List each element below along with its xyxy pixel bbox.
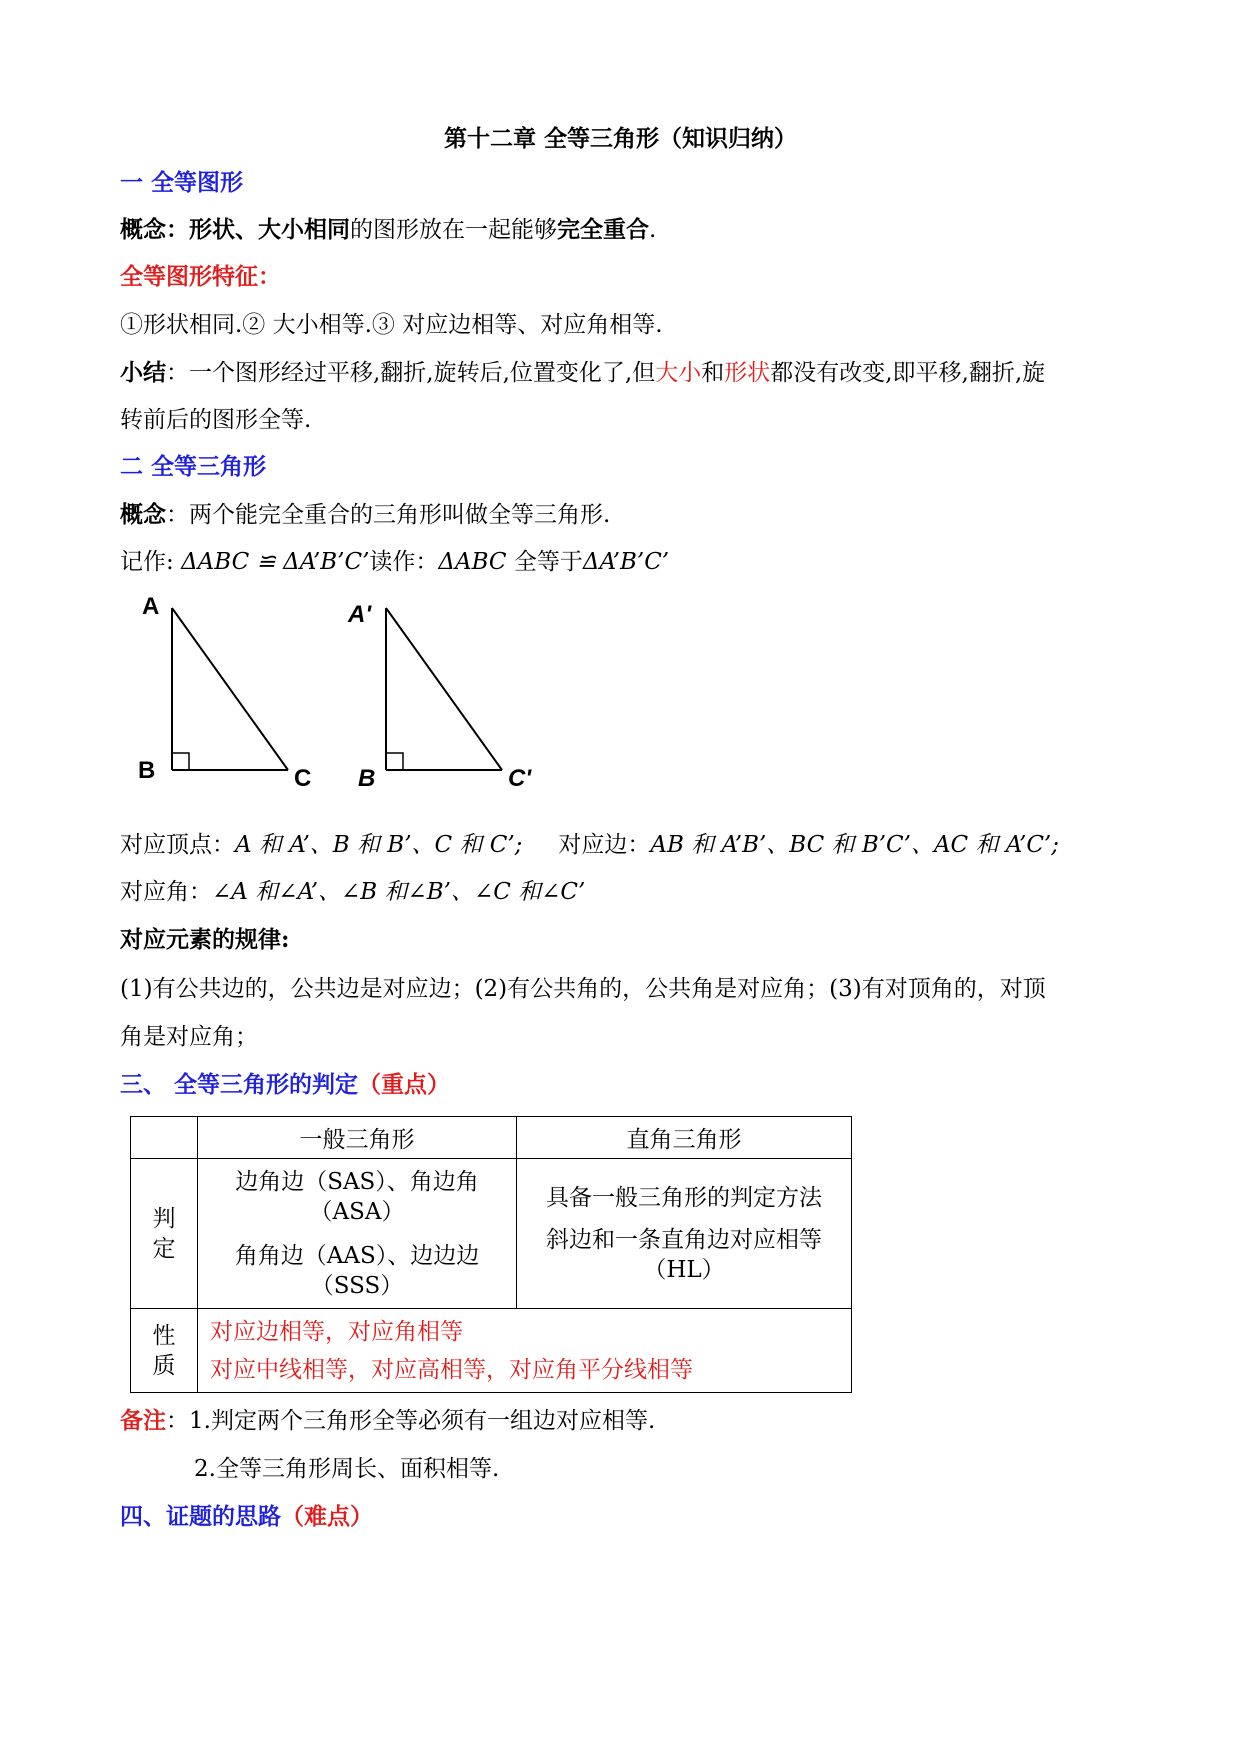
- section-4-heading: [120, 1502, 373, 1532]
- s1-concept-label: 概念：: [120, 216, 189, 243]
- s2-correspondence-line2: [120, 877, 585, 907]
- note-label: 备注: [120, 1407, 166, 1434]
- label-b: B: [138, 757, 156, 784]
- criteria-hl-abbr: （HL）: [643, 1256, 725, 1283]
- criteria-asa: （ASA）: [309, 1198, 405, 1225]
- criteria-sss: （SSS）: [310, 1272, 404, 1299]
- property-1: 对应边相等，对应角相等: [210, 1318, 463, 1345]
- s2-rule-line2: 角是对应角；: [120, 1024, 258, 1050]
- triangles-figure: [130, 590, 570, 800]
- table-col-right: 直角三角形: [517, 1117, 852, 1159]
- corr-vertices-label: 对应顶点：: [120, 832, 235, 858]
- s3-heading-key: （重点）: [358, 1071, 451, 1098]
- s2-rule-heading: 对应元素的规律:: [120, 926, 290, 953]
- table-col-general: 一般三角形: [198, 1117, 517, 1159]
- row-head-property: [131, 1309, 198, 1393]
- criteria-general-methods: 具备一般三角形的判定方法: [546, 1184, 822, 1211]
- property-2: 对应中线相等，对应高相等，对应角平分线相等: [210, 1356, 693, 1383]
- triangle-abc: [138, 593, 311, 792]
- s2-correspondence-line1: [120, 830, 1059, 860]
- s4-heading-key: （难点）: [281, 1503, 373, 1530]
- corr-sides-label: 对应边：: [558, 832, 651, 858]
- cell-properties: [198, 1309, 852, 1393]
- label-a: A: [142, 593, 160, 620]
- note-1: ：1.判定两个三角形全等必须有一组边对应相等.: [166, 1408, 656, 1434]
- section-3-heading: [120, 1070, 450, 1100]
- s1-concept-text1: 的图形放在一起能够: [350, 217, 557, 243]
- s2-concept-text: ：两个能完全重合的三角形叫做全等三角形.: [166, 502, 611, 528]
- s3-note-line2: 2.全等三角形周长、面积相等.: [194, 1456, 500, 1482]
- right-angle-mark-2: [386, 753, 403, 770]
- row-head-judge: [131, 1159, 198, 1309]
- s1-concept-bold1: 形状、大小相同: [189, 216, 350, 243]
- row-head-judge-1: 判: [152, 1205, 176, 1232]
- s2-notation-pre: 记作:: [120, 549, 182, 575]
- s2-notation-math2: ΔABC: [438, 549, 507, 575]
- cell-right-criteria: [517, 1159, 852, 1309]
- s1-summary-red1: 大小: [655, 360, 702, 386]
- table-corner-cell: [131, 1117, 198, 1159]
- row-head-judge-2: 定: [152, 1235, 176, 1262]
- s1-summary-text2: 和: [701, 360, 725, 386]
- table-row-judge: [131, 1159, 852, 1309]
- s1-concept-line: [120, 215, 656, 245]
- criteria-hl: 斜边和一条直角边对应相等: [546, 1226, 822, 1253]
- corr-angles: ∠A 和∠A’、∠B 和∠B’、∠C 和∠C’: [212, 879, 586, 905]
- s1-features: ①形状相同.② 大小相等.③ 对应边相等、对应角相等.: [120, 312, 663, 338]
- s2-notation-mid2: 全等于: [506, 549, 583, 575]
- s1-feature-heading: 全等图形特征：: [120, 263, 281, 290]
- section-2-heading: 二 全等三角形: [120, 453, 267, 480]
- cell-general-criteria: [198, 1159, 517, 1309]
- s3-note-line1: [120, 1406, 655, 1436]
- label-c-prime: C': [508, 765, 532, 792]
- label-a-prime: A': [348, 601, 372, 628]
- corr-sides: AB 和 A’B’、BC 和 B’C’、AC 和 A’C’;: [650, 832, 1059, 858]
- corr-vertices: A 和 A’、B 和 B’、C 和 C’;: [235, 832, 523, 858]
- s2-concept-label: 概念: [120, 501, 166, 528]
- page-title: 第十二章 全等三角形（知识归纳）: [443, 125, 797, 152]
- congruence-criteria-table: [130, 1116, 852, 1393]
- s2-concept-line: [120, 500, 610, 530]
- row-head-property-2: 质: [152, 1352, 176, 1379]
- row-head-property-1: 性: [152, 1322, 176, 1349]
- s2-notation-math3: ΔA’B’C’: [582, 549, 670, 575]
- s1-summary-text3: 都没有改变,即平移,翻折,旋: [770, 360, 1046, 386]
- s1-summary-text1: ：一个图形经过平移,翻折,旋转后,位置变化了,但: [166, 360, 656, 386]
- criteria-sas-asa: 边角边（SAS）、角边角: [235, 1168, 479, 1195]
- s4-heading-text: 四、证题的思路: [120, 1503, 281, 1530]
- corr-angles-label: 对应角：: [120, 879, 212, 905]
- s1-concept-end: .: [649, 217, 657, 243]
- label-b-prime: B: [358, 765, 376, 792]
- right-angle-mark: [172, 753, 189, 770]
- table-row-property: [131, 1309, 852, 1393]
- table-header-row: [131, 1117, 852, 1159]
- s1-summary-label: 小结: [120, 359, 166, 386]
- triangle-a1b1c1: [347, 601, 532, 792]
- section-1-heading: 一 全等图形: [120, 169, 244, 196]
- s1-summary-red2: 形状: [724, 360, 771, 386]
- s1-summary-line1: [120, 358, 1045, 388]
- s1-summary-line2: 转前后的图形全等.: [120, 407, 312, 433]
- s2-notation-line: [120, 547, 669, 577]
- s3-heading-text: 三、 全等三角形的判定: [120, 1071, 359, 1098]
- s2-notation-mid: 读作：: [369, 549, 439, 575]
- s2-notation-math: ΔABC ≌ ΔA’B’C’: [181, 549, 370, 575]
- s2-rule-line1: (1)有公共边的，公共边是对应边；(2)有公共角的，公共角是对应角；(3)有对顶角的，对顶: [120, 976, 1046, 1002]
- label-c: C: [294, 765, 312, 792]
- s1-concept-bold2: 完全重合: [557, 216, 649, 243]
- criteria-aas-sss: 角角边（AAS）、边边边: [234, 1242, 480, 1269]
